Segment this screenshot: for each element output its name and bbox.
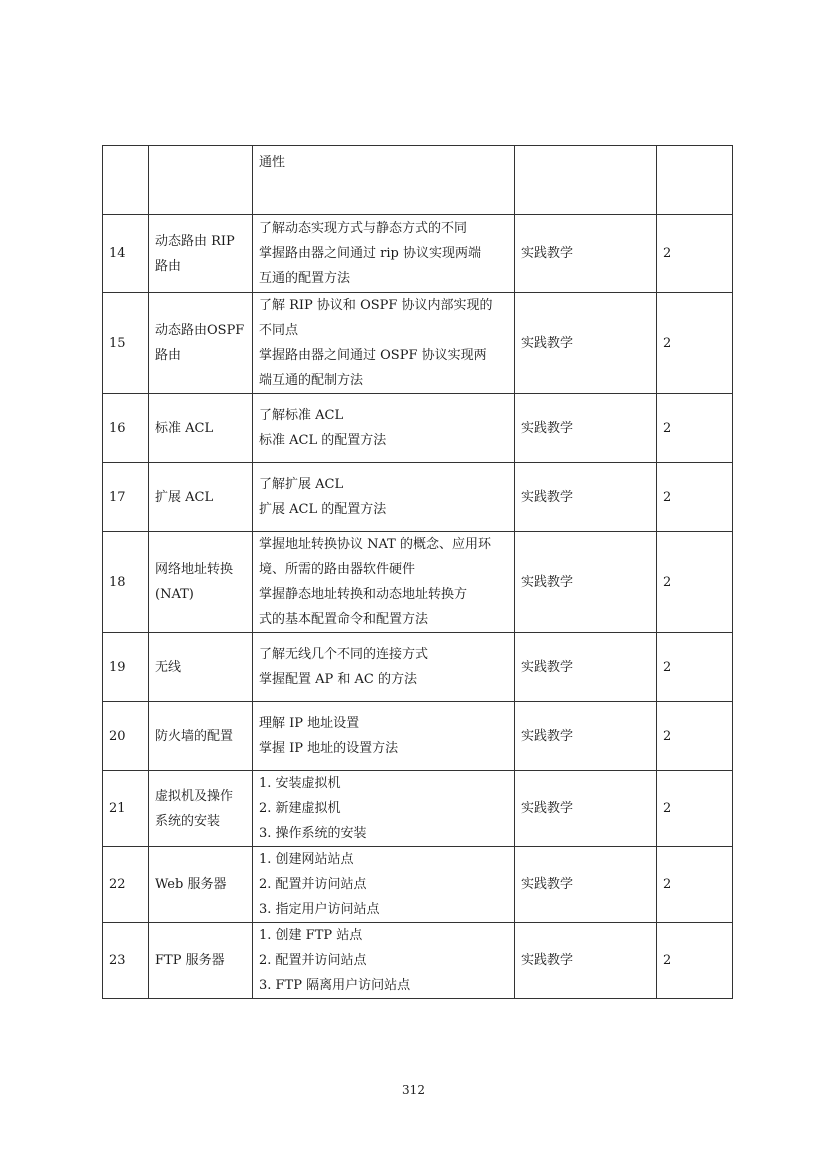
content-cell	[253, 702, 515, 771]
table-row	[103, 532, 733, 633]
row-number: 21	[109, 801, 126, 816]
topic-cell	[149, 847, 253, 923]
content-cell	[253, 633, 515, 702]
content-line: 3. 操作系统的安装	[259, 826, 367, 841]
table-row	[103, 394, 733, 463]
topic-line: 系统的安装	[155, 813, 221, 829]
teaching-method-cell	[515, 923, 657, 999]
topic-cell	[149, 146, 253, 215]
hours-cell	[657, 293, 733, 394]
row-number-cell	[103, 532, 149, 633]
content-line: 掌握路由器之间通过 OSPF 协议实现两	[259, 348, 487, 363]
content-line: 2. 新建虚拟机	[259, 801, 341, 816]
topic-line: 扩展 ACL	[155, 489, 214, 505]
table-row	[103, 923, 733, 999]
content-line: 掌握静态地址转换和动态地址转换方	[259, 587, 468, 602]
teaching-method: 实践教学	[521, 953, 574, 968]
teaching-method-cell	[515, 847, 657, 923]
content-line: 2. 配置并访问站点	[259, 877, 367, 892]
content-cell	[253, 146, 515, 215]
content-cell	[253, 532, 515, 633]
hours: 2	[663, 489, 672, 505]
content-cell	[253, 293, 515, 394]
content-line: 1. 创建 FTP 站点	[259, 928, 363, 943]
teaching-method-cell	[515, 532, 657, 633]
page-number: 312	[402, 1083, 425, 1097]
row-number-cell	[103, 215, 149, 293]
hours-cell	[657, 215, 733, 293]
row-number: 22	[109, 877, 126, 892]
topic-cell	[149, 633, 253, 702]
teaching-method: 实践教学	[521, 728, 574, 744]
hours: 2	[663, 420, 672, 436]
teaching-method: 实践教学	[521, 246, 574, 261]
content-cell	[253, 771, 515, 847]
topic-line: 网络地址转换	[155, 562, 234, 577]
row-number-cell	[103, 923, 149, 999]
hours-cell	[657, 633, 733, 702]
topic-line: 标准 ACL	[155, 420, 214, 436]
hours: 2	[663, 246, 672, 261]
teaching-method-cell	[515, 633, 657, 702]
content-line: 掌握 IP 地址的设置方法	[259, 741, 399, 756]
row-number: 20	[109, 728, 126, 744]
content-line: 境、所需的路由器软件硬件	[259, 562, 416, 577]
content-cell	[253, 463, 515, 532]
topic-cell	[149, 771, 253, 847]
teaching-method-cell	[515, 463, 657, 532]
content-line: 理解 IP 地址设置	[259, 716, 360, 731]
topic-cell	[149, 293, 253, 394]
teaching-method: 实践教学	[521, 574, 574, 590]
topic-line: (NAT)	[155, 587, 194, 602]
row-number-cell	[103, 293, 149, 394]
row-number-cell	[103, 771, 149, 847]
content-cell	[253, 847, 515, 923]
table-body	[103, 146, 733, 999]
table-row	[103, 463, 733, 532]
content-line: 了解动态实现方式与静态方式的不同	[259, 221, 468, 236]
hours-cell	[657, 394, 733, 463]
teaching-method-cell	[515, 394, 657, 463]
content-line: 了解标准 ACL	[259, 408, 344, 423]
hours: 2	[663, 728, 672, 744]
teaching-method: 实践教学	[521, 335, 574, 351]
content-line: 掌握地址转换协议 NAT 的概念、应用环	[259, 537, 491, 552]
content-line: 1. 创建网站站点	[259, 852, 354, 867]
topic-line: FTP 服务器	[155, 953, 225, 968]
row-number: 23	[109, 953, 126, 968]
topic-cell	[149, 532, 253, 633]
topic-line: 路由	[155, 258, 182, 274]
content-line: 式的基本配置命令和配置方法	[259, 612, 429, 627]
hours: 2	[663, 801, 672, 816]
table-row	[103, 633, 733, 702]
topic-line: 动态路由OSPF	[155, 323, 245, 338]
teaching-method: 实践教学	[521, 877, 574, 892]
topic-line: 路由	[155, 348, 182, 363]
hours: 2	[663, 659, 672, 675]
row-number-cell	[103, 847, 149, 923]
hours: 2	[663, 953, 672, 968]
content-line: 掌握路由器之间通过 rip 协议实现两端	[259, 246, 481, 261]
teaching-method: 实践教学	[521, 489, 574, 505]
teaching-method-cell	[515, 215, 657, 293]
topic-line: Web 服务器	[155, 877, 227, 892]
topic-cell	[149, 923, 253, 999]
table-row	[103, 771, 733, 847]
row-number-cell	[103, 146, 149, 215]
hours-cell	[657, 771, 733, 847]
topic-cell	[149, 394, 253, 463]
row-number: 15	[109, 335, 126, 351]
row-number-cell	[103, 702, 149, 771]
row-number: 17	[109, 489, 126, 505]
table-row	[103, 215, 733, 293]
course-schedule-table	[102, 145, 733, 999]
teaching-method-cell	[515, 702, 657, 771]
row-number-cell	[103, 394, 149, 463]
content-line: 3. 指定用户访问站点	[259, 902, 380, 917]
table-row	[103, 293, 733, 394]
row-number: 19	[109, 659, 126, 675]
content-line: 3. FTP 隔离用户访问站点	[259, 978, 411, 993]
content-line: 了解无线几个不同的连接方式	[259, 647, 429, 662]
topic-line: 虚拟机及操作	[155, 788, 234, 804]
content-line: 互通的配置方法	[259, 271, 351, 286]
row-number: 18	[109, 574, 126, 590]
content-line: 了解 RIP 协议和 OSPF 协议内部实现的	[259, 298, 493, 313]
topic-cell	[149, 463, 253, 532]
row-number-cell	[103, 633, 149, 702]
teaching-method-cell	[515, 146, 657, 215]
content-line: 通性	[259, 155, 286, 170]
teaching-method: 实践教学	[521, 659, 574, 675]
row-number-cell	[103, 463, 149, 532]
content-cell	[253, 923, 515, 999]
content-line: 2. 配置并访问站点	[259, 953, 367, 968]
content-line: 标准 ACL 的配置方法	[259, 433, 387, 448]
row-number: 14	[109, 246, 126, 261]
content-line: 扩展 ACL 的配置方法	[259, 502, 387, 517]
topic-line: 无线	[155, 659, 182, 675]
teaching-method: 实践教学	[521, 801, 574, 816]
row-number: 16	[109, 420, 126, 436]
hours-cell	[657, 702, 733, 771]
table-row	[103, 702, 733, 771]
teaching-method-cell	[515, 293, 657, 394]
hours-cell	[657, 923, 733, 999]
content-line: 不同点	[259, 323, 299, 338]
hours: 2	[663, 877, 672, 892]
content-line: 1. 安装虚拟机	[259, 776, 341, 791]
teaching-method: 实践教学	[521, 420, 574, 436]
topic-cell	[149, 215, 253, 293]
table-row	[103, 146, 733, 215]
topic-line: 动态路由 RIP	[155, 233, 235, 249]
content-cell	[253, 215, 515, 293]
hours-cell	[657, 532, 733, 633]
hours-cell	[657, 463, 733, 532]
hours: 2	[663, 574, 672, 590]
hours: 2	[663, 335, 672, 351]
content-line: 掌握配置 AP 和 AC 的方法	[259, 672, 417, 687]
content-line: 了解扩展 ACL	[259, 477, 344, 492]
teaching-method-cell	[515, 771, 657, 847]
table-row	[103, 847, 733, 923]
hours-cell	[657, 146, 733, 215]
hours-cell	[657, 847, 733, 923]
topic-cell	[149, 702, 253, 771]
content-cell	[253, 394, 515, 463]
content-line: 端互通的配制方法	[259, 373, 364, 388]
topic-line: 防火墙的配置	[155, 728, 234, 744]
